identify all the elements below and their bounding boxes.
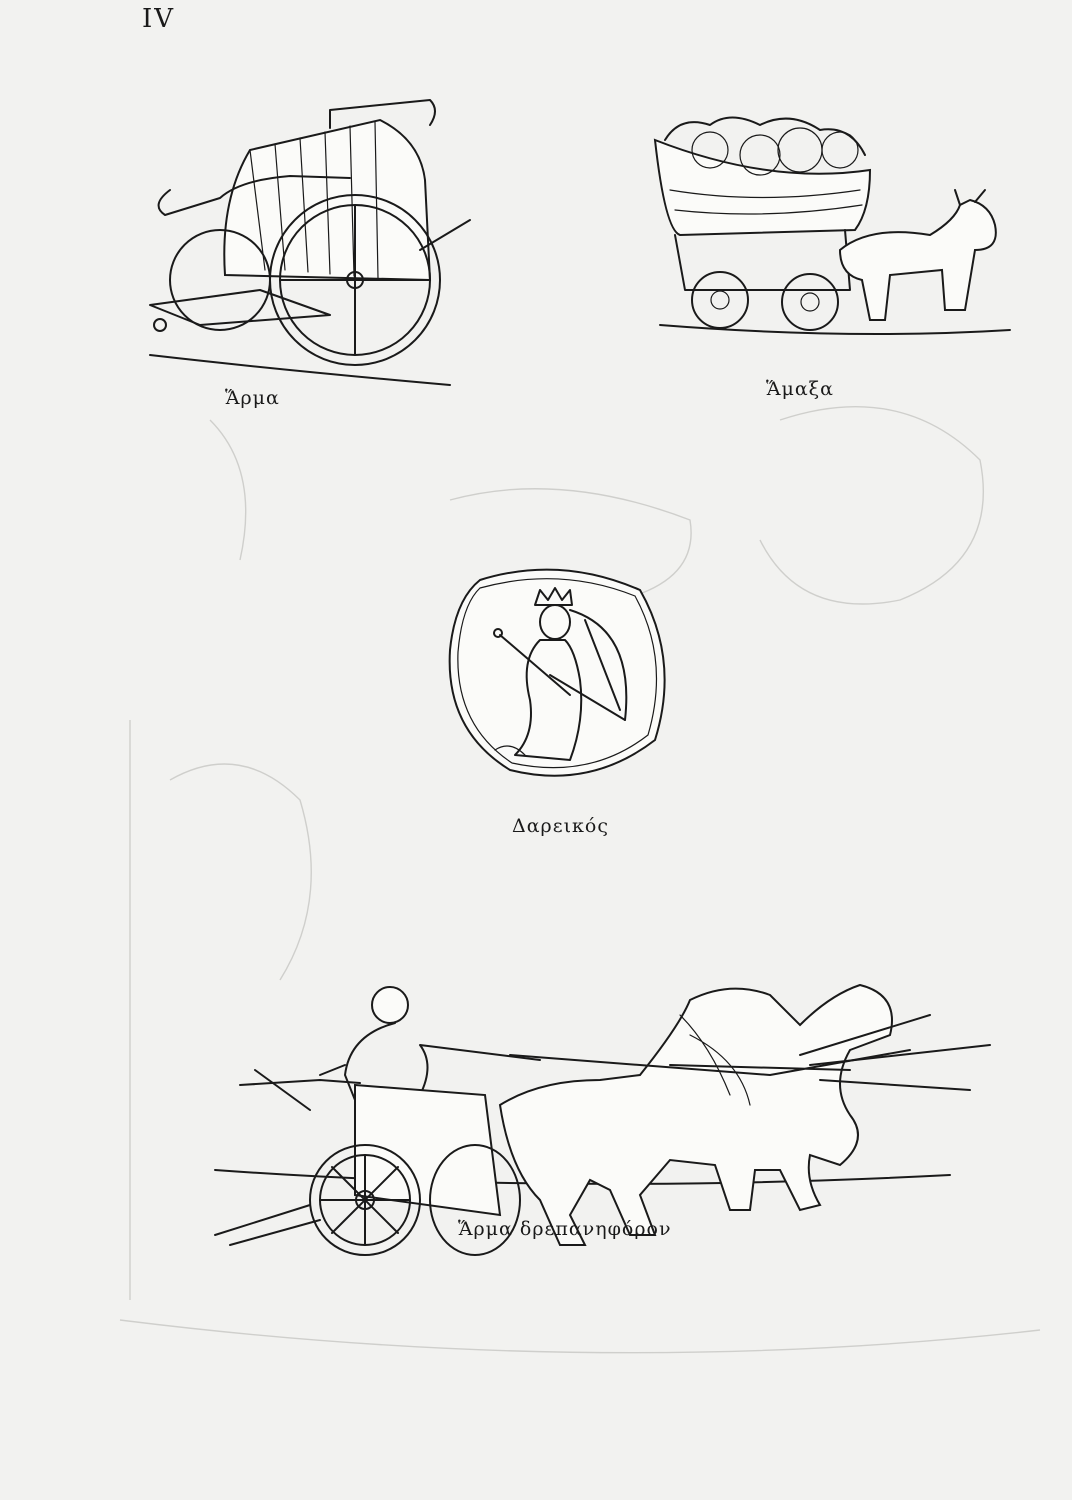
scythed-chariot-caption: Ἅρμα δρεπανηφόρον [458, 1218, 672, 1240]
scythed-chariot-illustration [210, 965, 1030, 1215]
chariot-illustration [130, 80, 470, 380]
wagon-caption: Ἅμαξα [766, 378, 834, 400]
figure-daric [440, 560, 680, 850]
daric-coin-illustration [440, 560, 680, 790]
daric-caption: Δαρεικός [512, 815, 609, 837]
figure-chariot [130, 80, 470, 409]
page-number: IV [142, 4, 176, 34]
figure-scythed-chariot [210, 965, 1030, 1255]
figure-wagon [650, 110, 1020, 410]
chariot-caption: Ἅρμα [225, 387, 280, 409]
wagon-illustration [650, 110, 1020, 360]
